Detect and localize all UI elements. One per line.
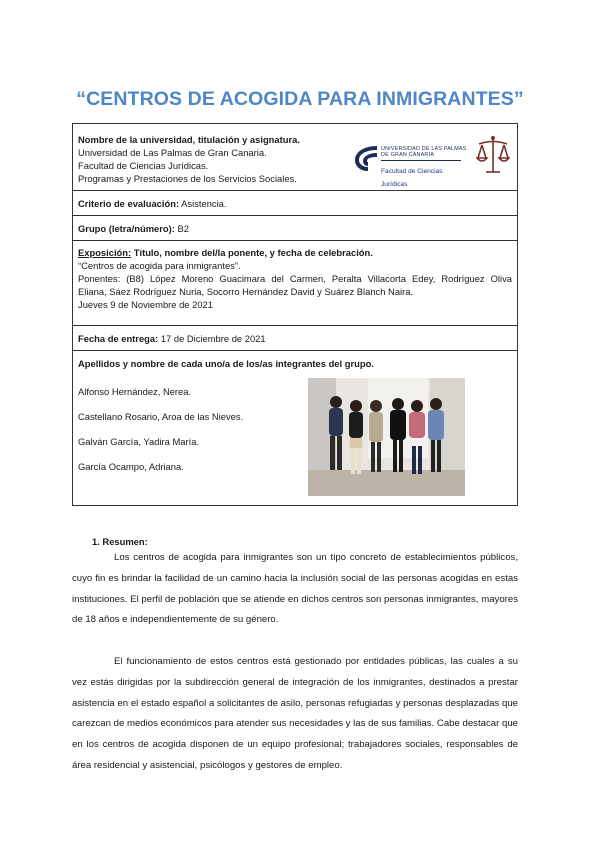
summary-paragraph-1: Los centros de acogida para inmigrantes son un tipo concreto de establecimientos públicos, cuyo fin es brindar la facilidad de un camino hacia la inclusión social de las personas acogidas en estas instituciones. El perfil de población que se atiende en dichos centros son personas inmigrantes, mayores de 18 años e independientemente de su género.: [72, 552, 518, 626]
ulpgc-logo: [350, 136, 470, 189]
group-value: B2: [174, 223, 189, 234]
logo-faculty-text: Facultad de Ciencias Jurídicas: [381, 168, 443, 189]
delivery-date-label: Fecha de entrega:: [78, 333, 159, 344]
summary-heading: 1. Resumen:: [92, 536, 148, 547]
speakers-line-1: Ponentes: (B8) López Moreno Guacimara del Carmen, Peralta Villacorta Edey, Rodríguez Oliva: [78, 273, 512, 285]
member-name: García Ocampo, Adriana.: [78, 461, 184, 472]
delivery-date-value: 17 de Diciembre de 2021: [158, 333, 266, 344]
logo-text-line-2: DE GRAN CANARIA: [381, 152, 435, 158]
member-name: Castellano Rosario, Aroa de las Nieves.: [78, 411, 244, 422]
group-label: Grupo (letra/número):: [78, 223, 175, 234]
justice-scales-icon: [476, 134, 510, 176]
criteria-value: Asistencia.: [179, 198, 227, 209]
ulpgc-emblem-icon: [350, 140, 380, 176]
members-heading: Apellidos y nombre de cada uno/a de los/as integrantes del grupo.: [78, 358, 374, 369]
logo-university-text: [381, 146, 466, 158]
logo-divider: [381, 160, 461, 161]
member-name: Alfonso Hernández, Nerea.: [78, 386, 192, 397]
exposition-date: Jueves 9 de Noviembre de 2021: [78, 299, 213, 311]
members-cell: [73, 351, 517, 505]
subject-name: Programas y Prestaciones de los Servicios Sociales.: [78, 173, 297, 185]
university-cell: [73, 124, 517, 191]
exposition-label: Exposición:: [78, 247, 132, 258]
criteria-label: Criterio de evaluación:: [78, 198, 180, 209]
exposition-cell: [73, 241, 517, 326]
group-cell: [73, 216, 517, 241]
member-name: Galván García, Yadira María.: [78, 436, 200, 447]
summary-paragraph-2: El funcionamiento de estos centros está gestionado por entidades públicas, las cuales a su vez estás dirigidas por la subdirección general de integración de los inmigrantes, destinados a prestar asistencia en el estado español a solicitantes de asilo, personas refugiadas y personas desplazadas que carezcan de medios económicos para atender sus necesidades y las de sus familias. Cabe destacar que en los centros de acogida disponen de un equipo profesional; trabajadores sociales, responsables de área residencial y asistencial, psicólogos y gestores de empleo.: [72, 656, 518, 771]
exposition-title: “Centros de acogida para inmigrantes”.: [78, 260, 241, 272]
university-heading: Nombre de la universidad, titulación y asignatura.: [78, 134, 300, 145]
group-photo: [308, 378, 465, 496]
logo-text-line-1: UNIVERSIDAD DE LAS PALMAS: [381, 146, 467, 152]
info-table: [72, 123, 518, 506]
faculty-name: Facultad de Ciencias Jurídicas.: [78, 160, 209, 172]
university-name: Universidad de Las Palmas de Gran Canaria.: [78, 147, 267, 159]
speakers-line-2: Eliana, Sáez Rodríguez Nuria, Socorro Hernández David y Suárez Blanch Naira.: [78, 286, 414, 298]
delivery-date-cell: [73, 326, 517, 351]
criteria-cell: [73, 191, 517, 216]
exposition-description: Título, nombre del/la ponente, y fecha de celebración.: [131, 247, 373, 258]
document-title: “CENTROS DE ACOGIDA PARA INMIGRANTES”: [76, 88, 524, 110]
